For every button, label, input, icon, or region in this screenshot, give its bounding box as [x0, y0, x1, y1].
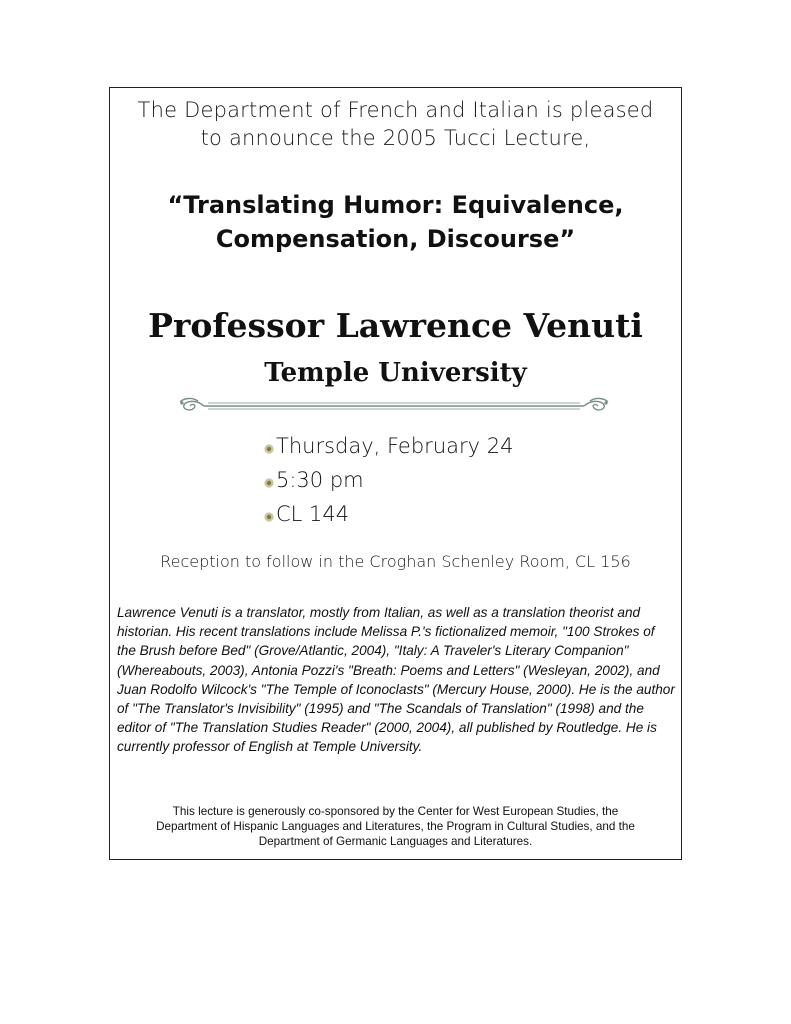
event-details-list — [263, 429, 513, 531]
event-location-text: CL 144 — [276, 502, 350, 526]
sponsor-line-1: This lecture is generously co-sponsored by the Center for West European Studies, the — [172, 805, 619, 818]
event-time — [263, 463, 513, 497]
intro-line-2: to announce the 2005 Tucci Lecture, — [200, 126, 591, 150]
speaker-affiliation: Temple University — [264, 358, 527, 388]
event-day-text: Thursday, February 24 — [276, 434, 514, 458]
sponsor-line-2: Department of Hispanic Languages and Literatures, the Program in Cultural Studies, and the — [156, 820, 635, 833]
event-location — [263, 497, 513, 531]
lecture-title — [0, 188, 791, 256]
lecture-title-line-1: “Translating Humor: Equivalence, — [167, 191, 624, 219]
event-day — [263, 429, 513, 463]
speaker-bio: Lawrence Venuti is a translator, mostly from Italian, as well as a translation theorist and historian. His recent translations include Melissa P.'s fictionalized memoir, "100 Strokes of the Brush before Bed" (Grove/Atlantic, 2004), "Italy: A Traveler's Literary Companion" (Whereabouts, 2003), Antonia Pozzi's "Breath: Poems and Letters" (Wesleyan, 2002), and Juan Rodolfo Wilcock's "The Temple of Iconoclasts" (Mercury House, 2000). He is the author of "The Translator's Invisibility" (1995) and "The Scandals of Translation" (1998) and the editor of "The Translation Studies Reader" (2000, 2004), all published by Routledge. He is currently professor of English at Temple University. — [117, 605, 675, 755]
decorative-divider-icon — [178, 395, 610, 417]
event-time-text: 5:30 pm — [276, 468, 364, 492]
lecture-title-line-2: Compensation, Discourse” — [215, 225, 576, 253]
bullet-flower-icon — [263, 511, 275, 523]
announcement-intro — [0, 96, 791, 152]
bullet-flower-icon — [263, 477, 275, 489]
sponsor-note — [112, 804, 679, 849]
bullet-flower-icon — [263, 443, 275, 455]
intro-line-1: The Department of French and Italian is pleased — [137, 98, 654, 122]
speaker-name: Professor Lawrence Venuti — [148, 306, 643, 345]
reception-note: Reception to follow in the Croghan Schenley Room, CL 156 — [160, 552, 631, 571]
sponsor-line-3: Department of Germanic Languages and Literatures. — [258, 835, 533, 848]
